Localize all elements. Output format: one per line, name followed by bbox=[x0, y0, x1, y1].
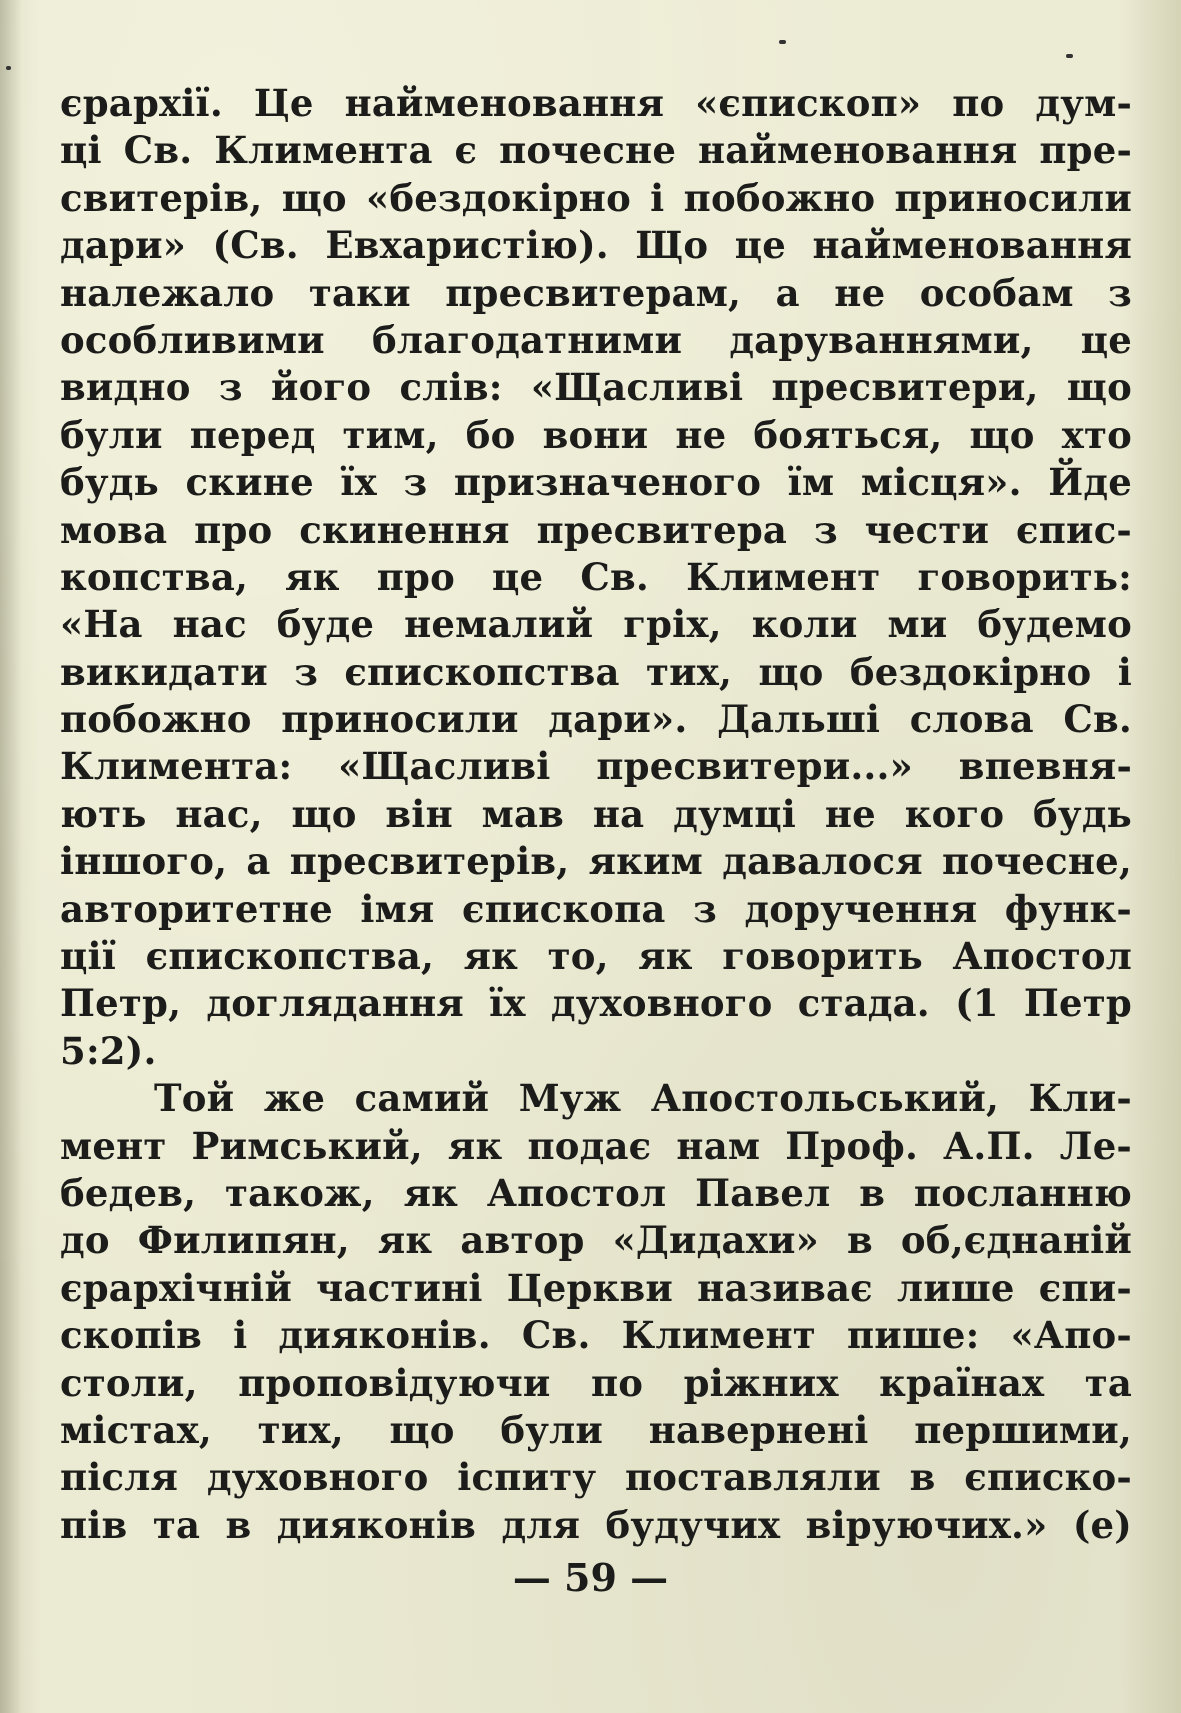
text-line: «На нас буде немалий гріх, коли ми будемо bbox=[60, 602, 1132, 647]
body-text bbox=[60, 80, 1132, 1549]
text-line: дари» (Св. Евхаристію). Що це найменовання bbox=[60, 223, 1132, 268]
text-line: видно з його слів: «Щасливі пресвитери, що bbox=[60, 365, 1132, 410]
text-line: мент Римський, як подає нам Проф. А.П. Ле- bbox=[60, 1123, 1132, 1168]
text-line: після духовного іспиту поставляли в єписко- bbox=[60, 1455, 1132, 1500]
text-line: свитерів, що «бездокірно і побожно приносили bbox=[60, 175, 1132, 220]
paragraph-2 bbox=[60, 1075, 1132, 1549]
text-line: Той же самий Муж Апостольський, Кли- bbox=[154, 1076, 1132, 1121]
text-line: столи, проповідуючи по ріжних країнах та bbox=[60, 1360, 1132, 1405]
text-line: мова про скинення пресвитера з чести єпис- bbox=[60, 507, 1132, 552]
text-line: іншого, а пресвитерів, яким давалося почесне, bbox=[60, 839, 1132, 884]
text-line: бедев, також, як Апостол Павел в посланню bbox=[60, 1170, 1132, 1215]
text-line: ці Св. Климента є почесне найменовання пре- bbox=[60, 128, 1132, 173]
text-line: містах, тих, що були навернені першими, bbox=[60, 1407, 1132, 1452]
text-line: єрархії. Це найменовання «єпископ» по дум- bbox=[60, 81, 1132, 125]
text-line: були перед тим, бо вони не бояться, що хто bbox=[60, 412, 1132, 457]
text-line: Климента: «Щасливі пресвитери...» впевня- bbox=[60, 744, 1132, 789]
text-line: Петр, доглядання їх духовного стада. (1 Петр bbox=[60, 981, 1132, 1026]
text-line: ють нас, що він мав на думці не кого будь bbox=[60, 791, 1132, 836]
page-number: — 59 — bbox=[512, 1555, 669, 1600]
text-line: єрархічній частині Церкви називає лише єпи- bbox=[60, 1265, 1132, 1310]
text-line: пів та в дияконів для будучих віруючих.» (е) bbox=[60, 1502, 1132, 1547]
text-line: будь скине їх з призначеного їм місця». Йде bbox=[60, 460, 1132, 505]
text-line: авторитетне імя єпископа з доручення функ- bbox=[60, 886, 1132, 931]
print-speck bbox=[779, 40, 786, 44]
print-speck bbox=[6, 66, 11, 70]
text-line: побожно приносили дари». Дальші слова Св. bbox=[60, 697, 1132, 742]
text-line: до Филипян, як автор «Дидахи» в об,єднаній bbox=[60, 1218, 1132, 1263]
spine-shadow bbox=[0, 0, 22, 1713]
text-line: 5:2). bbox=[60, 1028, 157, 1073]
text-line: копства, як про це Св. Климент говорить: bbox=[60, 554, 1132, 599]
text-line: скопів і дияконів. Св. Климент пише: «Апо- bbox=[60, 1313, 1132, 1358]
text-line: належало таки пресвитерам, а не особам з bbox=[60, 270, 1132, 315]
paragraph-1 bbox=[60, 80, 1132, 1075]
print-speck bbox=[1066, 54, 1073, 58]
text-line: ції єпископства, як то, як говорить Апостол bbox=[60, 934, 1132, 979]
text-line: особливими благодатними даруваннями, це bbox=[60, 317, 1132, 362]
text-line: викидати з єпископства тих, що бездокірно і bbox=[60, 649, 1132, 694]
